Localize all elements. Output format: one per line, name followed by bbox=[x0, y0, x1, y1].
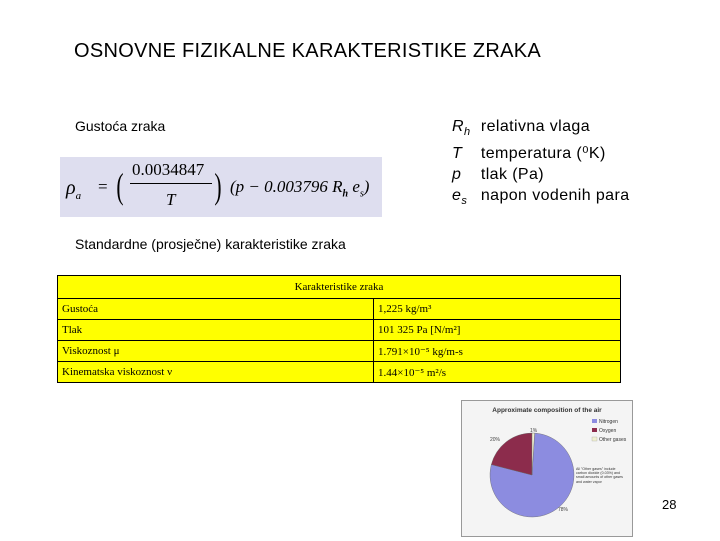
fraction-bar bbox=[130, 183, 212, 184]
pie-label: 1% bbox=[530, 428, 538, 434]
legend-swatch-nitrogen bbox=[592, 419, 597, 423]
density-heading: Gustoća zraka bbox=[75, 118, 166, 134]
page-number: 28 bbox=[662, 497, 677, 512]
pie-note-box bbox=[576, 467, 624, 517]
slide-title: OSNOVNE FIZIKALNE KARAKTERISTIKE ZRAKA bbox=[74, 40, 542, 62]
property-value: 1.44×10⁻⁵ m²/s bbox=[374, 362, 621, 383]
standard-heading: Standardne (prosječne) karakteristike zraka bbox=[75, 236, 346, 252]
legend-row: $e_s$ napon vodenih para bbox=[452, 187, 630, 208]
legend-row: p tlak (Pa) bbox=[452, 166, 545, 184]
table-row bbox=[58, 320, 621, 341]
formula-rest: (p − 0.003796 $R_h$ $e_s$) bbox=[230, 177, 370, 200]
property-value: 1.791×10⁻⁵ kg/m-s bbox=[374, 341, 621, 362]
formula-paren-open: ( bbox=[116, 166, 124, 206]
pie-legend-item: Nitrogen bbox=[599, 419, 618, 425]
formula-lhs: $\rho_a$ bbox=[66, 177, 82, 202]
table-header: Karakteristike zraka bbox=[58, 276, 621, 299]
legend-row: $R_h$ relativna vlaga bbox=[452, 118, 591, 139]
variable-legend bbox=[452, 116, 630, 212]
legend-swatch-other bbox=[592, 437, 597, 441]
air-properties-table bbox=[57, 275, 621, 383]
pie-label: 20% bbox=[490, 437, 501, 443]
table-row bbox=[58, 362, 621, 383]
property-value: 1,225 kg/m³ bbox=[374, 299, 621, 320]
air-composition-chart bbox=[461, 400, 633, 537]
property-name: Tlak bbox=[58, 320, 374, 341]
table-row bbox=[58, 341, 621, 362]
property-name: Kinematska viskoznost ν bbox=[58, 362, 374, 383]
table-row bbox=[58, 299, 621, 320]
formula-equals: = bbox=[98, 177, 108, 196]
density-formula bbox=[60, 157, 382, 217]
pie-legend-item: Oxygen bbox=[599, 428, 617, 434]
formula-paren-close: ) bbox=[214, 166, 222, 206]
formula-numerator: 0.0034847 bbox=[132, 160, 205, 179]
table-header-row bbox=[58, 276, 621, 299]
pie-title: Approximate composition of the air bbox=[492, 407, 602, 414]
legend-row: T temperatura (⁰K) bbox=[452, 145, 606, 163]
property-name: Gustoća bbox=[58, 299, 374, 320]
pie-chart-svg bbox=[462, 401, 632, 536]
property-name: Viskoznost μ bbox=[58, 341, 374, 362]
pie-legend-item: Other gases bbox=[599, 437, 627, 443]
pie-label: 78% bbox=[558, 507, 569, 513]
formula-denominator: T bbox=[166, 190, 176, 209]
pie-note: All "Other gases" include carbon dioxide (0.03%) and small amounts of other gases and water vapor bbox=[576, 467, 623, 484]
legend-swatch-oxygen bbox=[592, 428, 597, 432]
property-value: 101 325 Pa [N/m²] bbox=[374, 320, 621, 341]
